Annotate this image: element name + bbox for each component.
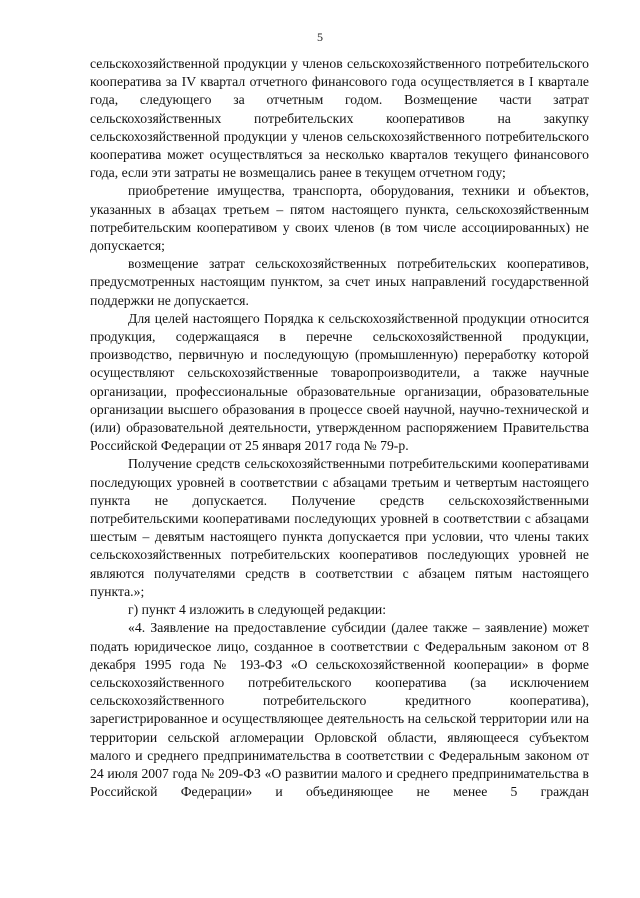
paragraph-property-acquisition: приобретение имущества, транспорта, оборудования, техники и объектов, указанных в абзацах третьем – пятом настоящего пункта, сельскохозяйственным потребительским кооперативом у своих членов (в том числе ассоциированных) не допускается; bbox=[90, 183, 589, 254]
paragraph-other-support: возмещение затрат сельскохозяйственных потребительских кооперативов, предусмотренных настоящим пунктом, за счет иных направлений государственной поддержки не допускается. bbox=[90, 256, 589, 308]
paragraph-higher-level-cooperatives: Получение средств сельскохозяйственными потребительскими кооперативами последующих уровней в соответствии с абзацами третьим и четвертым настоящего пункта не допускается. Получение средств сельскохозяйственными потребительскими кооперативами последующих уровней в соответствии с абзацами шестым – девятым настоящего пункта допускается при условии, что члены таких сельскохозяйственных потребительских кооперативов последующих уровней не являются получателями средств в соответствии с абзацем пятым настоящего пункта.»; bbox=[90, 456, 589, 599]
paragraph-amend-point-4: г) пункт 4 изложить в следующей редакции: bbox=[128, 602, 387, 618]
paragraph-point-4-application: «4. Заявление на предоставление субсидии (далее также – заявление) может подать юридическое лицо, созданное в соответствии с Федеральным законом от 8 декабря 1995 года № 193-ФЗ «О сельскохозяйственной кооперации» в форме сельскохозяйственного потребительского кооператива (за исключением сельскохозяйственного потребительского кредитного кооператива), зарегистрированное и осуществляющее деятельность на сельской территории или на территории сельской агломерации Орловской области, являющееся субъектом малого и среднего предпринимательства в соответствии с Федеральным законом от 24 июля 2007 года № 209-ФЗ «О развитии малого и среднего предпринимательства в Российской Федерации» и объединяющее не менее 5 граждан bbox=[90, 620, 589, 800]
document-body bbox=[90, 55, 589, 801]
paragraph-product-definition: Для целей настоящего Порядка к сельскохозяйственной продукции относится продукция, содержащаяся в перечне сельскохозяйственной продукции, производство, первичную и последующую (промышленную) переработку которой осуществляют сельскохозяйственные товаропроизводители, а также научные организации, профессиональные образовательные организации, образовательные организации высшего образования в процессе своей научной, научно-технической и (или) образовательной деятельности, утвержденном распоряжением Правительства Российской Федерации от 25 января 2017 года № 79-р. bbox=[90, 310, 589, 454]
paragraph-reimbursement-continuation: сельскохозяйственной продукции у членов сельскохозяйственного потребительского кооператива за IV квартал отчетного финансового года осуществляется в I квартале года, следующего за отчетным годом. Возмещение части затрат сельскохозяйственных потребительских кооперативов на закупку сельскохозяйственной продукции у членов сельскохозяйственного потребительского кооператива может осуществляться за несколько кварталов текущего финансового года, если эти затраты не возмещались ранее в текущем отчетном году; bbox=[90, 56, 589, 181]
page-number: 5 bbox=[317, 30, 323, 44]
